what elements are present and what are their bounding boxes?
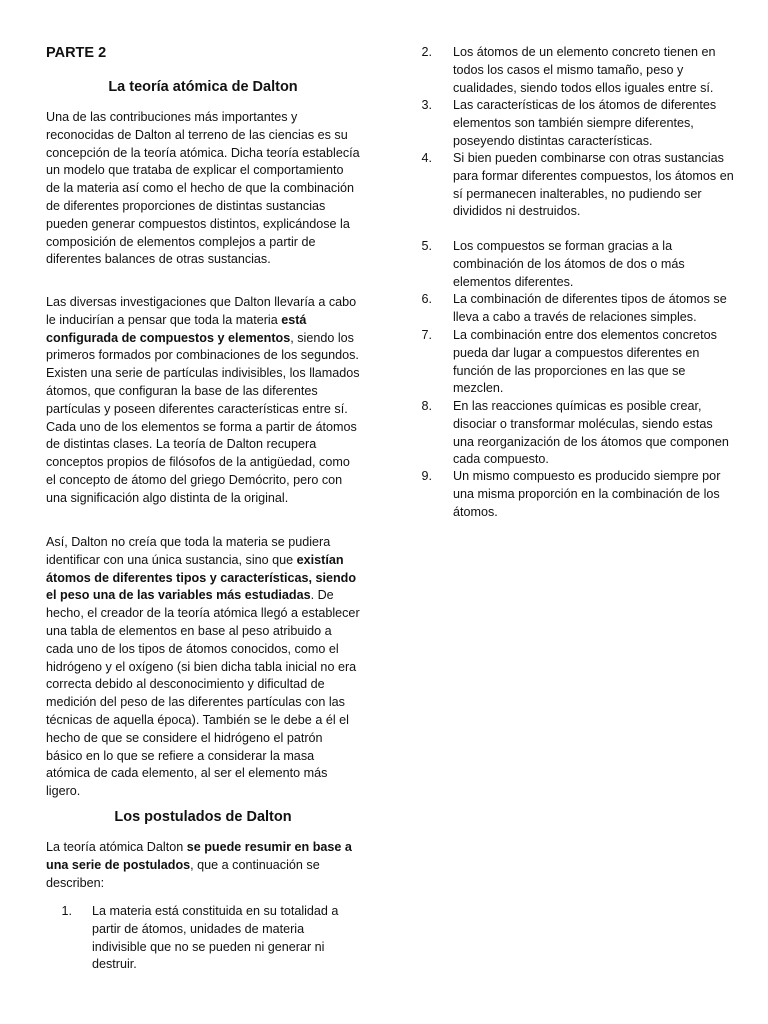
paragraph-text: . De hecho, el creador de la teoría atómica llegó a establecer una tabla de elementos en base al peso atribuido a cada uno de los tipos de átomos conocidos, como el hidrógeno y el oxígeno (si bien dicha tabla inicial no era correcta debido al desconocimiento y dificultad de medición del peso de las diferentes partículas con las técnicas de aquella época). También se le debe a él el hecho de que se considere el hidrógeno el patrón básico en lo que se refiere a considerar la masa atómica de cada elemento, al ser el elemento más ligero. <box>46 588 360 799</box>
postulate-text: Las características de los átomos de diferentes elementos son también siempre diferentes, poseyendo distintas características. <box>453 98 717 148</box>
paragraph-text: , que a continuación se describen: <box>46 857 320 890</box>
postulate-number: 8. <box>421 399 432 413</box>
emphasis-text: se puede resumir en base a una serie de postulados <box>46 840 352 872</box>
emphasis-text: existían átomos de diferentes tipos y características, siendo el peso una de las variables más estudiadas <box>46 552 357 603</box>
postulate-text: En las reacciones químicas es posible crear, disociar o transformar moléculas, siendo estas una reorganización de los átomos que componen cada compuesto. <box>453 399 729 467</box>
postulate-number: 2. <box>421 45 432 59</box>
postulate-text: Los compuestos se forman gracias a la combinación de los átomos de dos o más elementos diferentes. <box>453 239 685 289</box>
paragraph-text: Las diversas investigaciones que Dalton llevaría a cabo le inducirían a pensar que toda la materia <box>46 295 357 327</box>
part-label: PARTE 2 <box>46 45 107 61</box>
postulate-text: Un mismo compuesto es producido siempre por una misma proporción en la combinación de los átomos. <box>453 469 721 519</box>
emphasis-text: está configurada de compuestos y elementos <box>46 312 307 345</box>
postulate-text: Si bien pueden combinarse con otras sustancias para formar diferentes compuestos, los átomos en sí permanecen inalterables, no pudiendo ser divididos ni destruidos. <box>453 151 734 219</box>
postulate-number: 9. <box>421 469 432 483</box>
postulate-number: 7. <box>421 328 432 342</box>
paragraph-text: , siendo los primeros formados por combinaciones de los segundos. Existen una serie de partículas indivisibles, los llamados átomos, que configuran la base de las diferentes partículas y poseen diferentes características entre sí. Cada uno de los elementos se forma a partir de átomos de distintas clases. La teoría de Dalton recupera conceptos propios de filósofos de la antigüedad, como el concepto de átomo del griego Demócrito, pero con una significación algo distinta de la original. <box>46 330 360 505</box>
paragraph-intro: Una de las contribuciones más importantes y reconocidas de Dalton al terreno de las ciencias es su concepción de la teoría atómica. Dicha teoría establecía un modelo que trataba de explicar el comportamiento de la materia así como el hecho de que la combinación de diferentes proporciones de distintas sustancias pueden generar compuestos distintos, explicándose la composición de elementos complejos a partir de diferentes balances de otras sustancias. <box>46 110 360 267</box>
postulate-text: La combinación entre dos elementos concretos pueda dar lugar a compuestos diferentes en función de las proporciones en las que se mezclen. <box>453 328 717 396</box>
section-title-postulates: Los postulados de Dalton <box>114 809 292 825</box>
paragraph-text: Así, Dalton no creía que toda la materia se pudiera identificar con una única sustancia, sino que <box>46 535 331 567</box>
postulate-number: 1. <box>61 904 72 918</box>
postulate-text: La materia está constituida en su totalidad a partir de átomos, unidades de materia indivisible que no se pueden ni generar ni destruir. <box>92 904 339 972</box>
postulate-number: 5. <box>421 239 432 253</box>
postulate-number: 3. <box>421 98 432 112</box>
postulate-text: La combinación de diferentes tipos de átomos se lleva a cabo a través de relaciones simples. <box>453 292 727 324</box>
paragraph-text: La teoría atómica Dalton <box>46 840 187 854</box>
paragraph-postulates-intro <box>46 839 360 892</box>
postulate-number: 6. <box>421 292 432 306</box>
section-title-dalton-theory: La teoría atómica de Dalton <box>108 79 298 95</box>
postulate-text: Los átomos de un elemento concreto tienen en todos los casos el mismo tamaño, peso y cualidades, siendo todos ellos iguales entre sí. <box>453 45 716 95</box>
postulate-number: 4. <box>421 151 432 165</box>
paragraph-investigations <box>46 294 360 508</box>
paragraph-atom-types <box>46 534 360 801</box>
